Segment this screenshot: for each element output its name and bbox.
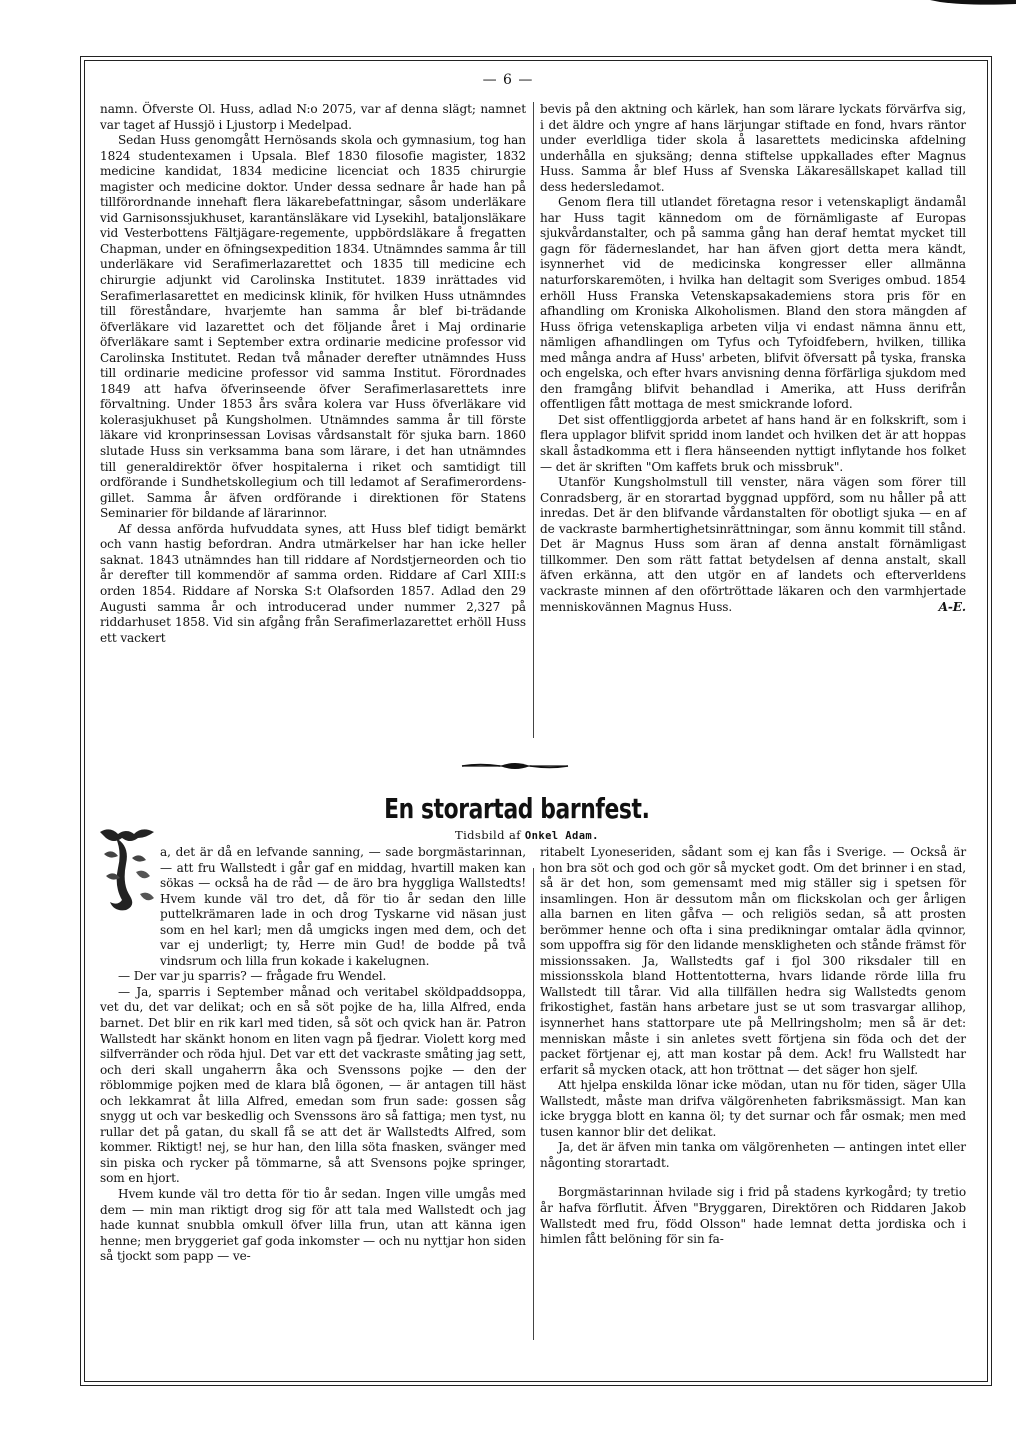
paragraph: — Der var ju sparris? — frågade fru Wendel. (118, 969, 387, 984)
paragraph: bevis på den aktning och kärlek, han som lärare lyckats förvärfva sig, i det äldre och yngre af hans lärjungar stiftade en fond, hvars räntor under everldliga tider skola å lasarettets medicinska afdelning underhålla en sjuksäng; denna stiftelse uppkallades efter Magnus Huss. Samma år blef Huss af Svenska Läkaresällskapet kallad till dess hedersledamot. (540, 102, 966, 194)
paragraph: a, det är då en lefvande sanning, — sade borgmästarinnan, — att fru Wallstedt i går gaf en middag, hvartill maken kan sökas — också ha de råd — de äro bra hyggliga Wallstedts! Hvem kunde väl tro det, då för tio år sedan den lille puttelkrämaren lade in och drog Tyskarne vid näsan just som en hel karl; men då umgicks ingen med dem, och det var ej underligt; ty, Herre min Gud! de bodde på två vindsrum och lilla frun kokade i kakelugnen. (160, 845, 526, 968)
article1-column-right (540, 102, 966, 615)
section-gap (540, 1171, 966, 1185)
paragraph: ritabelt Lyoneseriden, sådant som ej kan fås i Sverige. — Också är hon bra söt och god och gör så mycket godt. Om det brinner i en stad, så är det hon, som gemensamt med mig ställer sig i spetsen för insamlingen. Hon är dessutom mån om flickskolan och ger årligen alla barnen en liten gåfva — och religiös sedan, så att prosten berömmer henne och ofta i sina predikningar omtalar ädla qvinnor, som uppoffra sig för den lidande menskligheten och stånde främst för missionssaken. Ja, Wallstedts gaf i fjol 300 riksdaler till en missionsskola bland Hottentotterna, hvars lidande rörde lilla fru Wallstedt till tårar. Vid alla tillfällen hedra sig Wallstedts genom frikostighet, fastän hans arbetare just se ut som trasvargar allihop, isynnerhet hans stattorpare ute på Mellringsholm; men så är det: menniskan måste i sin anletes svett förtjena sin föda och det der packet förtjenar ej, att man kostar på dem. Ack! fru Wallstedt har erfarit så mycken otack, att hon tröttnat — det säger hon sjelf. (540, 845, 966, 1077)
section-divider-ornament (460, 757, 570, 775)
paragraph: Att hjelpa enskilda lönar icke mödan, utan nu för tiden, säger Ulla Wallstedt, måste man drifva välgörenheten fabriksmässigt. Man kan icke brygga blott en kanna öl; ty det surnar och får osmak; men med tusen kannor blir det delikat. (540, 1078, 966, 1139)
paragraph: Af dessa anförda hufvuddata synes, att Huss blef tidigt bemärkt och vann hastig befordran. Andra utmärkelser har han icke heller saknat. 1843 utnämndes han till riddare af Nordstjerneorden och tio år derefter till kommendör af samma orden. Riddare af Carl XIII:s orden 1854. Riddare af Norska S:t Olafsorden 1857. Adlad den 29 Augusti samma år och introducerad under nummer 2,327 på riddarhuset 1858. Vid sin afgång från Serafimerlazarettet erhöll Huss ett vackert (100, 521, 526, 645)
article2-column-right (540, 845, 966, 1248)
paragraph: Ja, det är äfven min tanka om välgörenheten — antingen intet eller någonting storartadt. (540, 1140, 966, 1170)
column-divider (533, 868, 534, 1340)
paragraph: Hvem kunde väl tro detta för tio år sedan. Ingen ville umgås med dem — min man riktigt drog sig för att tala med Wallstedt och jag hade kunnat snubbla omkull öfver lilla frun, utan att känna igen henne; men bryggeriet gaf goda inkomster — och nu nyttjar hon siden så tjockt som papp — ve- (100, 1187, 526, 1264)
page-number: — 6 — (482, 72, 534, 88)
article-byline (455, 828, 599, 842)
paragraph-text: Utanför Kungsholmstull till venster, nära vägen som förer till Conradsberg, är en storartad byggnad uppförd, som nu håller på att inredas. Det är den blifvande vårdanstalten för obotligt sjuka — en af de vackraste barmhertighetsinrättningar, som ännu kommit till stånd. Det är Magnus Huss som äran af denna anstalt förnämligast tillkommer. Den som rätt fattat betydelsen af denna anstalt, skall äfven erkänna, att den utgör en af landets och efterverldens vackraste minnen af den oförtröttade läkaren och den varmhjertade menniskovännen Magnus Huss. (540, 475, 966, 614)
byline-prefix: Tidsbild af (455, 828, 521, 842)
paragraph: namn. Öfverste Ol. Huss, adlad N:o 2075, var af denna slägt; namnet var taget af Hussjö i Ljustorp i Medelpad. (100, 102, 526, 132)
paragraph: — Ja, sparris i September månad och veritabel sköldpaddsoppa, vet du, det var delikat; och en så söt pojke de ha, lilla Alfred, enda barnet. Det blir en rik karl med tiden, så söt och qvick han är. Patron Wallstedt har skänkt honom en liten vagn på fjedrar. Violett korg med silfverränder och röda hjul. Det var ett det vackraste småting jag sett, och deri skall ungaherrn åka och Svenssons pojke — den der röblommige pojken med de klara blå ögonen, — är antagen till häst och lekkamrat åt lilla Alfred, emedan som frun sade: gossen såg snygg ut och var beskedlig och Svenssons äro så fattiga; men tyst, nu rullar det på gatan, du skall få se att det är Wallstedts Alfred, som kommer. Riktigt! nej, se hur han, den lilla söta fnasken, svänger med sin piska och rycker på tömmarne, så att Svensons pojke springer, som en hjort. (100, 984, 526, 1186)
article2-column-left (100, 845, 526, 1265)
paragraph: Sedan Huss genomgått Hernösands skola och gymnasium, tog han 1824 studentexamen i Upsala. Blef 1830 filosofie magister, 1832 medicine kandidat, 1834 medicine licenciat och 1835 chirurgie magister och medicine doktor. Under dessa sednare år hade han på tillförordnande innehaft flera läkarebefattningar, såsom underläkare vid Garnisonssjukhuset, karantänsläkare vid Lysekihl, bataljonsläkare vid Vesterbottens Fältjägare-regemente, uppbördsläkare å fregatten Chapman, under en öfningsexpedition 1834. Utnämndes samma år till underläkare vid Serafimerlazarettet och 1835 till medicine ech chirurgie adjunkt vid Carolinska Institutet. 1839 inrättades vid Serafimerlasarettet en medicinsk klinik, för hvilken Huss utnämndes till föreståndare, hvarjemte han samma år blef bi-trädande öfverläkare vid lazarettet och det följande året i Maj ordinarie öfverläkare samt i September extra ordinarie medicine professor vid Carolinska Institutet. Redan två månader derefter utnämndes Huss till ordinarie medicine professor vid samma Institut. Förordnades 1849 att hafva öfverinseende öfver Serafimerlasarettets inre förvaltning. Under 1853 års svåra kolera var Huss öfverläkare vid kolerasjukhuset på Kungsholmen. Utnämndes samma år till förste läkare vid kronprinsessan Lovisas vårdsanstalt för sjuka barn. 1860 slutade Huss sin verksamma bana som lärare, i det han utnämndes till generaldirektör öfver hospitalerna i riket och samtidigt till ordförande i Sundhetskollegium och till ledamot af Serafimerordens-gillet. Samma år äfven ordförande i direktionen för Statens Seminarier för bildande af lärarinnor. (100, 133, 526, 521)
paragraph: Borgmästarinnan hvilade sig i frid på stadens kyrkogård; ty tretio år hafva förflutit. Äfven "Bryggaren, Direktören och Riddaren Jakob Wallstedt med fru, född Olsson" hade lemnat detta jordiska och i himlen fått belöning för sin fa- (540, 1185, 966, 1247)
paragraph: Det sist offentliggjorda arbetet af hans hand är en folkskrift, som i flera upplagor blifvit spridd inom landet och hvilken det är att hoppas skall åstadkomma ett i flera hänseenden nyttigt inflytande hos folket — det är skriften "Om kaffets bruk och missbruk". (540, 412, 966, 474)
author-signature: A-E. (938, 599, 966, 614)
paragraph (540, 475, 966, 615)
paragraph: Genom flera till utlandet företagna resor i vetenskapligt ändamål har Huss tagit kännedom om de förnämligaste af Europas sjukvårdanstalter, och på samma gång han deraf hemtat mycket till gagn för fäderneslandet, har han äfven gjort detta mera kändt, isynnerhet vid de medicinska kongresser eller allmänna naturforskaremöten, i hvilka han deltagit som Sveriges ombud. 1854 erhöll Huss Franska Vetenskapsakademiens stora pris för en afhandling om Kroniska Alkoholismen. Bland den stora mängden af Huss öfriga vetenskapliga arbeten vilja vi endast nämna ännu ett, nämligen afhandlingen om Tyfus och Tyfoidfebern, hvilken, tillika med många andra af Huss' arbeten, blifvit öfversatt på tyska, franska och engelska, och efter hvars anvisning denna förfärliga sjukdom med den framgång blifvit behandlad i Amerika, att Huss derifrån offentligen fått mottaga de mest smickrande loford. (540, 195, 966, 412)
article-title: En storartad barnfest. (384, 792, 650, 825)
scan-edge-mark (930, 0, 1016, 6)
byline-author: Onkel Adam. (524, 830, 599, 842)
article1-column-left (100, 102, 526, 646)
column-divider (533, 102, 534, 738)
